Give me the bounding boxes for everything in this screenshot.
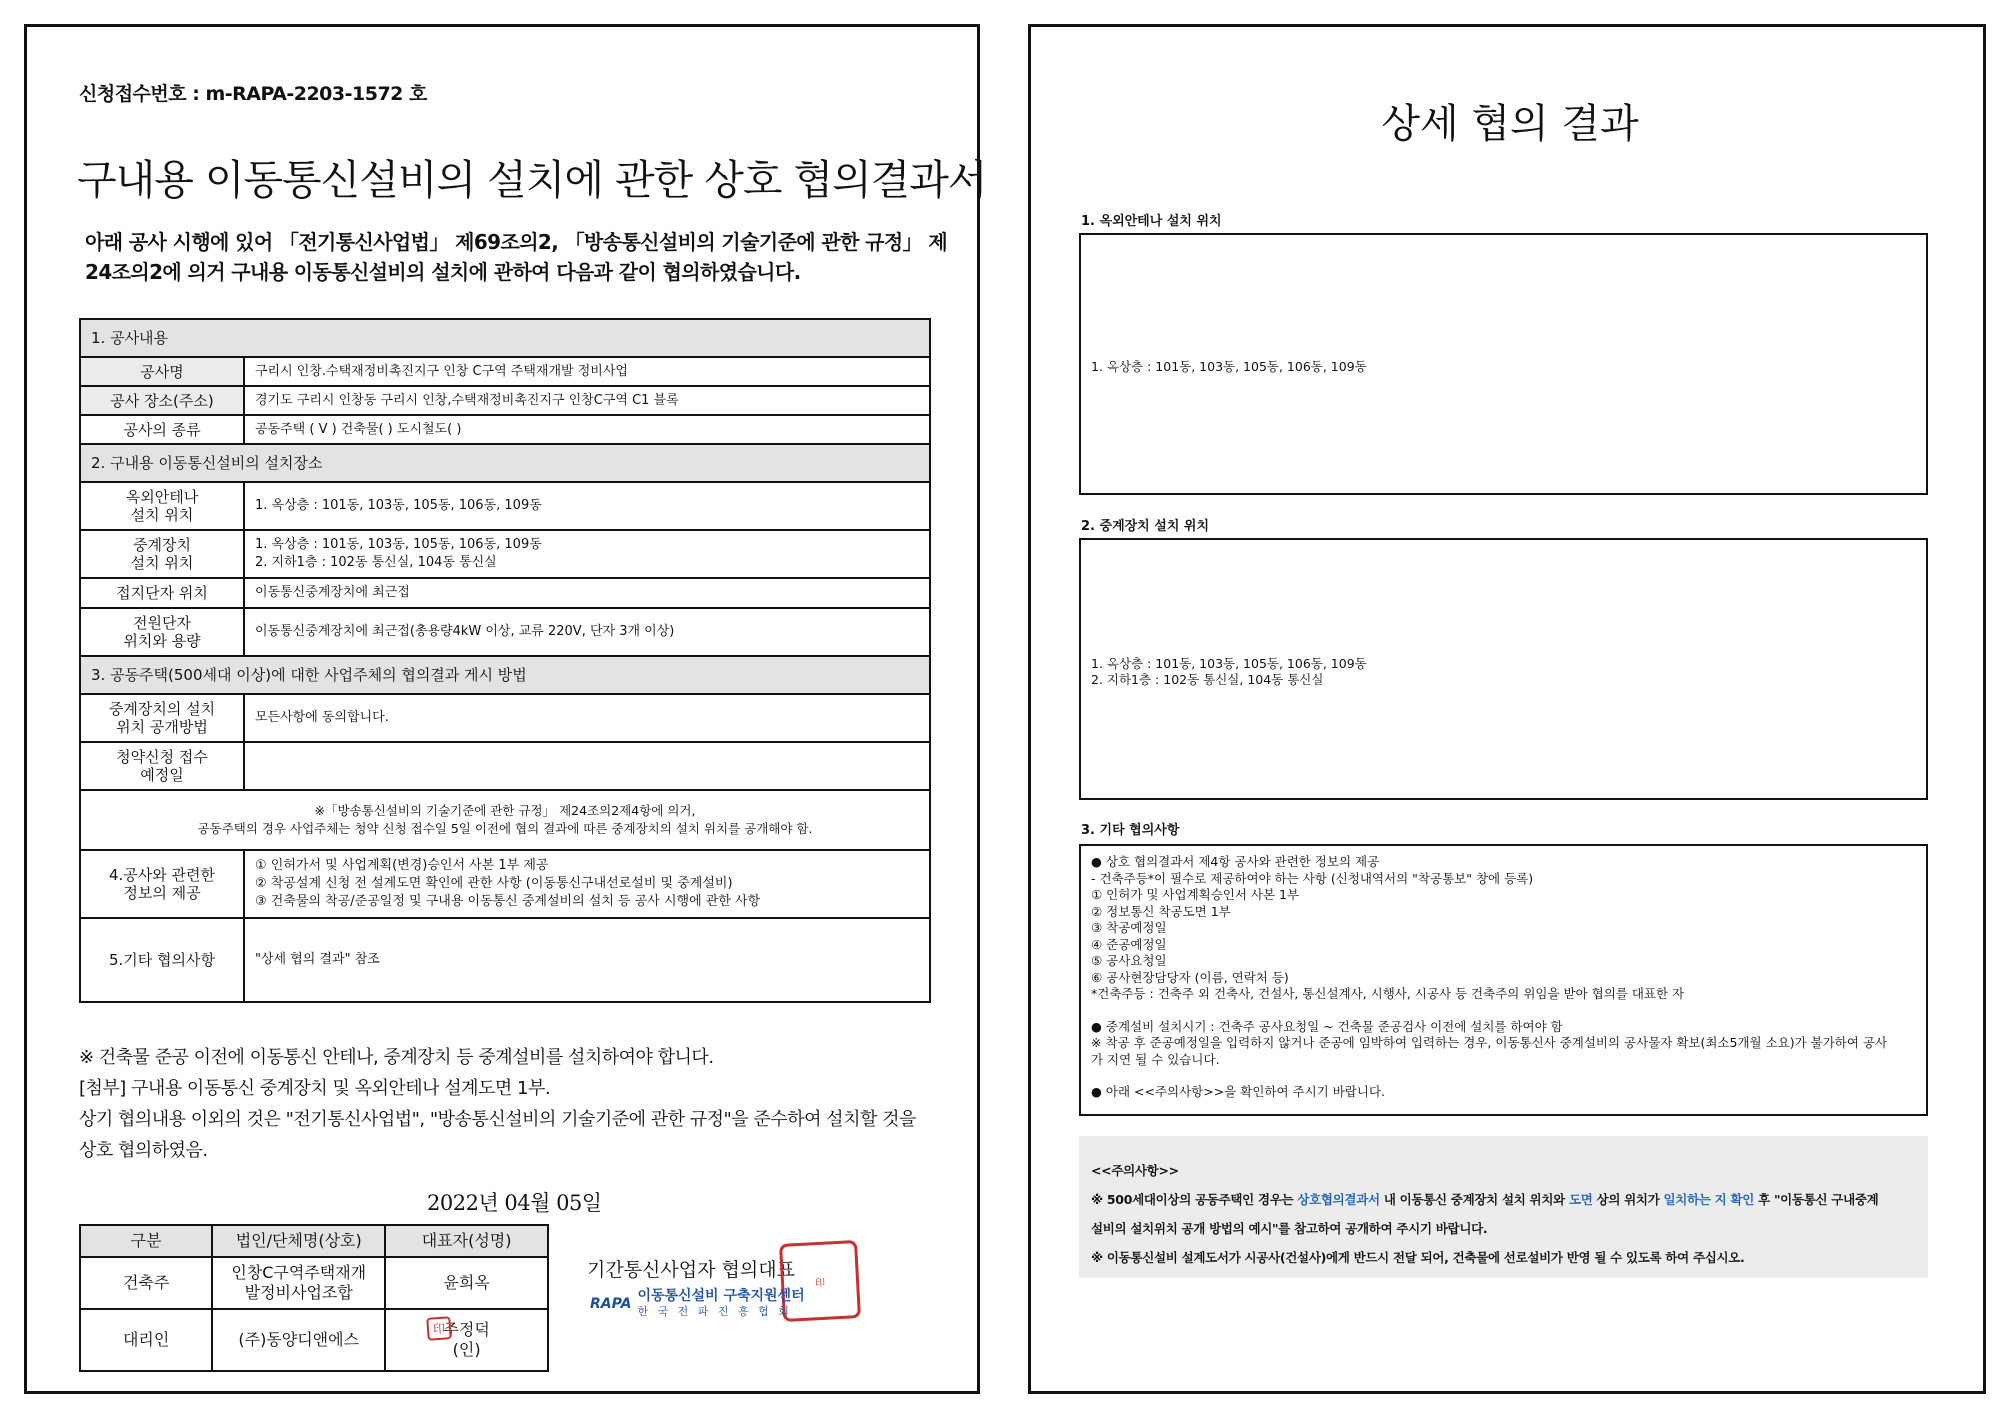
other-line: ④ 준공예정일 bbox=[1091, 936, 1167, 952]
row-value: 이동통신중계장치에 최근접(총용량4kW 이상, 교류 220V, 단자 3개 이상) bbox=[244, 608, 930, 656]
row-label: 공사 장소(주소) bbox=[80, 386, 244, 415]
other-line: *건축주등 : 건축주 외 건축사, 건설사, 통신설계사, 시행사, 시공사 등 건축주의 위임을 받아 협의를 대표한 자 bbox=[1091, 986, 1685, 1001]
other-line: ● 중계설비 설치시기 : 건축주 공사요청일 ~ 건축물 준공검사 이전에 설치를 하여야 함 bbox=[1091, 1018, 1563, 1034]
parties-table bbox=[79, 1224, 549, 1372]
consultation-result-page bbox=[24, 24, 987, 1394]
other-line: ③ 착공예정일 bbox=[1091, 920, 1167, 935]
col-header: 법인/단체명(상호) bbox=[212, 1225, 385, 1257]
notice-line: ※ 이동통신설비 설계도서가 시공사(건설사)에게 반드시 전달 되어, 건축물에 선로설비가 반영 될 수 있도록 하여 주십시오. bbox=[1091, 1250, 1745, 1265]
row-label: 4.공사와 관련한 정보의 제공 bbox=[80, 850, 244, 918]
other-line: - 건축주등*이 필수로 제공하여야 하는 사항 (신청내역서의 "착공통보" 창에 등록) bbox=[1091, 870, 1534, 886]
row-label: 접지단자 위치 bbox=[80, 578, 244, 608]
row-label: 옥외안테나 설치 위치 bbox=[80, 482, 244, 530]
row-label: 중계장치의 설치 위치 공개방법 bbox=[80, 694, 244, 742]
footnote-line: 상기 협의내용 이외의 것은 "전기통신사업법", "방송통신설비의 기술기준에 관한 규정"을 준수하여 설치할 것을 bbox=[79, 1109, 916, 1130]
caution-notice bbox=[1079, 1136, 1928, 1278]
footnote-line: [첨부] 구내용 이동통신 중계장치 및 옥외안테나 설계도면 1부. bbox=[79, 1078, 551, 1099]
notice-title: <<주의사항>> bbox=[1091, 1163, 1179, 1178]
row-label: 전원단자 위치와 용량 bbox=[80, 608, 244, 656]
repeater-location-box bbox=[1079, 538, 1928, 800]
row-value bbox=[244, 742, 930, 790]
notice-line: 설비의 설치위치 공개 방법의 예시"를 참고하여 공개하여 주시기 바랍니다. bbox=[1091, 1221, 1488, 1236]
row-value: ① 인허가서 및 사업계획(변경)승인서 사본 1부 제공 ② 착공설계 신청 전 설계도면 확인에 관한 사항 (이동통신구내선로설비 및 중계설비) ③ 건축물의 착공/준공일정 및 구내용 이동통신 중계설비의 설치 등 공사 시행에 관한 사항 bbox=[244, 850, 930, 918]
footnotes bbox=[79, 1042, 959, 1166]
rapa-logo-mark: RAPA bbox=[590, 1296, 632, 1312]
footnote-line: ※ 건축물 준공 이전에 이동통신 안테나, 중계장치 등 중계설비를 설치하여야 합니다. bbox=[79, 1047, 714, 1068]
other-line: ● 아래 <<주의사항>>을 확인하여 주시기 바랍니다. bbox=[1091, 1084, 1385, 1099]
notice-line: ※ 500세대이상의 공동주택인 경우는 상호협의결과서 내 이동통신 중계장치 설치 위치와 도면 상의 위치가 일치하는 지 확인 후 "이동통신 구내중계 bbox=[1091, 1192, 1879, 1207]
antenna-location-text: 1. 옥상층 : 101동, 103동, 105동, 106동, 109동 bbox=[1091, 359, 1367, 374]
row-value: "상세 협의 결과" 참조 bbox=[244, 918, 930, 1002]
party-type: 대리인 bbox=[80, 1309, 212, 1371]
intro-text: 아래 공사 시행에 있어 「전기통신사업법」 제69조의2, 「방송통신설비의 기술기준에 관한 규정」 제24조의2에 의거 구내용 이동통신설비의 설치에 관하여 다음과 같이 협의하였습니다. bbox=[85, 230, 948, 284]
row-value: 이동통신중계장치에 최근접 bbox=[244, 578, 930, 608]
party-org: 인창C구역주택재개 발정비사업조합 bbox=[212, 1257, 385, 1309]
row-value: 1. 옥상층 : 101동, 103동, 105동, 106동, 109동 bbox=[244, 482, 930, 530]
row-label: 5.기타 협의사항 bbox=[80, 918, 244, 1002]
col-header: 구분 bbox=[80, 1225, 212, 1257]
section-label-other: 3. 기타 협의사항 bbox=[1081, 823, 1180, 838]
section-header-2: 2. 구내용 이동통신설비의 설치장소 bbox=[80, 444, 930, 482]
document-title: 구내용 이동통신설비의 설치에 관한 상호 협의결과서 bbox=[77, 156, 987, 204]
official-seal-icon: 印 bbox=[779, 1240, 861, 1322]
section-header-3: 3. 공동주택(500세대 이상)에 대한 사업주체의 협의결과 게시 방법 bbox=[80, 656, 930, 694]
section-label-antenna: 1. 옥외안테나 설치 위치 bbox=[1081, 214, 1222, 229]
other-line: ※ 착공 후 준공예정일을 입력하지 않거나 준공에 임박하여 입력하는 경우, 이동통신사 중계설비의 공사물자 확보(최소5개월 소요)가 불가하여 공사 bbox=[1091, 1035, 1888, 1050]
other-line: ● 상호 협의결과서 제4항 공사와 관련한 정보의 제공 bbox=[1091, 854, 1380, 869]
row-label: 중계장치 설치 위치 bbox=[80, 530, 244, 578]
row-value: 모든사항에 동의합니다. bbox=[244, 694, 930, 742]
party-type: 건축주 bbox=[80, 1257, 212, 1309]
row-value: 1. 옥상층 : 101동, 103동, 105동, 106동, 109동 2. 지하1층 : 102동 통신실, 104동 통신실 bbox=[244, 530, 930, 578]
rapa-logo bbox=[590, 1289, 805, 1319]
row-value: 공동주택 ( V ) 건축물( ) 도시철도( ) bbox=[244, 415, 930, 444]
carrier-representative-label: 기간통신사업자 협의대표 bbox=[587, 1259, 795, 1281]
party-rep: 주정덕 (인) bbox=[385, 1309, 548, 1371]
repeater-location-text: 1. 옥상층 : 101동, 103동, 105동, 106동, 109동 2. 지하1층 : 102동 통신실, 104동 통신실 bbox=[1091, 656, 1367, 687]
row-value: 구리시 인창.수택재정비촉진지구 인창 C구역 주택재개발 정비사업 bbox=[244, 357, 930, 386]
party-rep: 윤희옥 bbox=[385, 1257, 548, 1309]
other-line: ② 정보통신 착공도면 1부 bbox=[1091, 903, 1231, 919]
rapa-center-name: 이동통신설비 구축지원센터 bbox=[637, 1288, 805, 1304]
other-line: ⑤ 공사요청일 bbox=[1091, 953, 1167, 968]
antenna-location-box bbox=[1079, 233, 1928, 495]
other-items-box bbox=[1079, 844, 1928, 1116]
detailed-result-page bbox=[1028, 24, 1986, 1394]
rapa-association-name: 한 국 전 파 진 흥 협 회 bbox=[637, 1305, 792, 1318]
disclosure-note: ※「방송통신설비의 기술기준에 관한 규정」 제24조의2제4항에 의거, 공동주택의 경우 사업주체는 청약 신청 접수일 5일 이전에 협의 결과에 따른 중계장치의 설치 위치를 공개해야 함. bbox=[80, 790, 930, 850]
consultation-table bbox=[79, 318, 931, 1003]
other-line: ⑥ 공사현장담당자 (이름, 연락처 등) bbox=[1091, 969, 1289, 985]
other-line: 가 지연 될 수 있습니다. bbox=[1091, 1051, 1220, 1067]
agent-seal-stamp: 印 bbox=[426, 1316, 452, 1341]
section-header-1: 1. 공사내용 bbox=[80, 319, 930, 357]
detail-title: 상세 협의 결과 bbox=[1381, 101, 1639, 147]
party-org: (주)동양디앤에스 bbox=[212, 1309, 385, 1371]
other-line: ① 인허가 및 사업계획승인서 사본 1부 bbox=[1091, 887, 1300, 902]
row-label: 공사명 bbox=[80, 357, 244, 386]
receipt-number: 신청접수번호 : m-RAPA-2203-1572 호 bbox=[79, 83, 427, 105]
row-label: 청약신청 접수 예정일 bbox=[80, 742, 244, 790]
document-date: 2022년 04월 05일 bbox=[427, 1191, 602, 1215]
row-label: 공사의 종류 bbox=[80, 415, 244, 444]
footnote-line: 상호 협의하였음. bbox=[79, 1140, 208, 1161]
col-header: 대표자(성명) bbox=[385, 1225, 548, 1257]
row-value: 경기도 구리시 인창동 구리시 인창,수택재정비촉진지구 인창C구역 C1 블록 bbox=[244, 386, 930, 415]
section-label-repeater: 2. 중계장치 설치 위치 bbox=[1081, 519, 1210, 534]
